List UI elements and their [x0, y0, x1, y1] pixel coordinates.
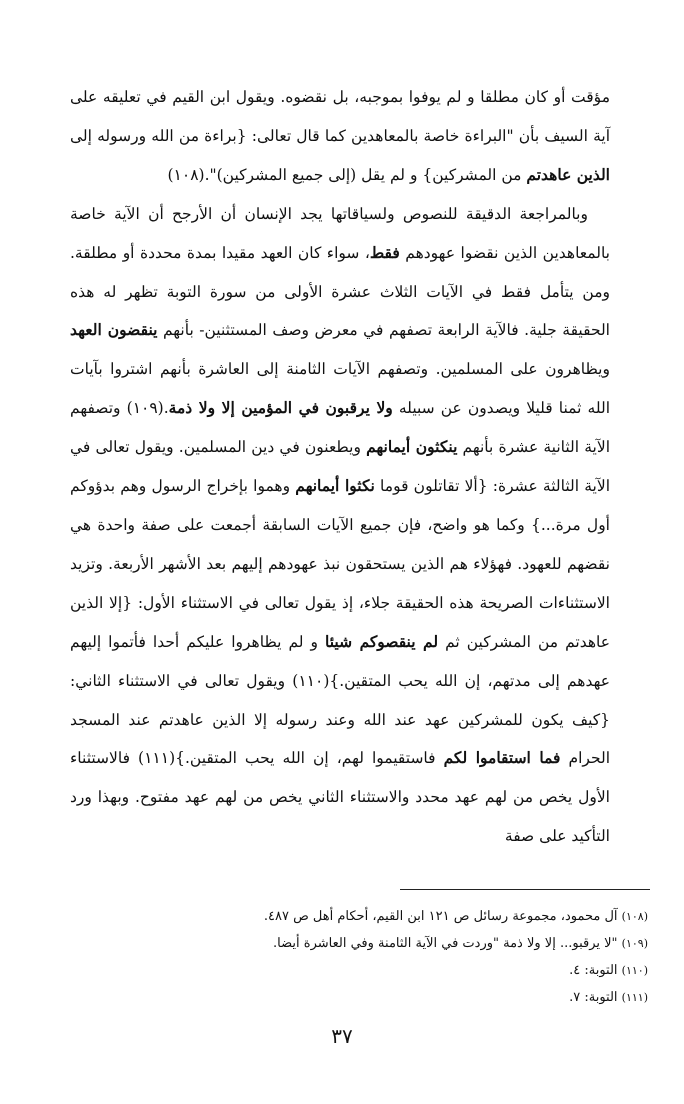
footnotes-list	[88, 903, 648, 1011]
text-segment: مؤقت أو كان مطلقا و لم يوفوا بموجبه، بل نقضوه. ويقول ابن القيم في تعليقه على آية السيف بأن "البراءة خاصة بالمعاهدين كما قال تعالى: {براءة من الله ورسوله إلى	[70, 88, 610, 145]
text-segment: ويطعنون في دين المسلمين. ويقول تعالى في الآية الثالثة عشرة: {ألا تقاتلون قوما	[70, 438, 611, 496]
footnote-text: "لا يرقبو... إلا ولا ذمة "وردت في الآية الثامنة وفي العاشرة أيضا.	[273, 936, 618, 951]
footnote-number: (١٠٨)	[621, 910, 648, 923]
bold-text-segment: فقط	[369, 242, 400, 262]
text-segment: و لم يظاهروا عليكم أحدا فأتموا إليهم عهدهم إلى مدتهم، إن الله يحب المتقين.}(١١٠) ويقول تعالى في الاستثناء الثاني: {كيف يكون للمشركين عهد عند الله وعند رسوله إلا الذين عاهدتم عند المسجد الحرام	[70, 632, 610, 768]
footnote-item	[88, 903, 648, 930]
page-number: ٣٧	[331, 1024, 353, 1048]
paragraph	[70, 195, 610, 856]
text-segment: وبالمراجعة الدقيقة للنصوص ولسياقاتها يجد الإنسان أن الأرجح أن الآية خاصة بالمعاهدين الذين نقضوا عهودهم	[70, 204, 610, 262]
footnote-text: آل محمود، مجموعة رسائل ص ١٢١ ابن القيم، أحكام أهل ص ٤٨٧.	[263, 909, 618, 924]
text-segment: ، سواء كان العهد مقيدا بمدة محددة أو مطلقة. ومن يتأمل فقط في الآيات الثلاث عشرة الأولى من سورة التوبة تظهر له هذه الحقيقة جلية. فالآية الرابعة تصفهم في معرض وصف المستثنين- بأنهم	[70, 243, 610, 340]
paragraph	[70, 78, 610, 195]
footnote-divider	[400, 889, 650, 890]
bold-text-segment: الذين عاهدتم	[526, 164, 610, 184]
bold-text-segment: ينقضون العهد	[70, 320, 158, 340]
footnote-number: (١١١)	[621, 991, 648, 1004]
bold-text-segment: لم ينقصوكم شيئا	[325, 631, 439, 651]
text-segment: فاستقيموا لهم، إن الله يحب المتقين.}(١١١) فالاستثناء الأول يخص من لهم عهد محدد والاستثناء الثاني يخص من لهم عهد مفتوح. وبهذا ورد التأكيد على صفة	[70, 749, 610, 846]
footnote-text: التوبة: ٧.	[569, 990, 618, 1005]
text-segment: من المشركين} و لم يقل (إلى جميع المشركين)".(١٠٨)	[167, 165, 527, 184]
footnote-item	[88, 957, 648, 984]
text-segment: .(١٠٩) وتصفهم الآية الثانية عشرة بأنهم	[70, 399, 610, 457]
footnote-number: (١٠٩)	[621, 937, 648, 950]
main-text	[70, 78, 610, 856]
bold-text-segment: ولا يرقبون في المؤمين إلا ولا ذمة	[168, 398, 393, 418]
bold-text-segment: نكثوا أيمانهم	[295, 476, 375, 496]
footnote-number: (١١٠)	[621, 964, 648, 977]
footnote-item	[88, 984, 648, 1011]
bold-text-segment: فما استقاموا لكم	[443, 748, 561, 768]
text-segment: ويظاهرون على المسلمين. وتصفهم الآيات الثامنة إلى العاشرة بأنهم اشتروا بآيات الله ثمنا قليلا ويصدون عن سبيله	[70, 360, 611, 418]
bold-text-segment: ينكثون أيمانهم	[366, 437, 458, 457]
text-segment: وهموا بإخراج الرسول وهم بدؤوكم أول مرة...} وكما هو واضح، فإن جميع الآيات السابقة أجمعت على صفة واحدة هي نقضهم للعهود. فهؤلاء هم الذين يستحقون نبذ عهودهم إليهم بعد الأشهر الأربعة. وتزيد الاستثناءات الصريحة هذه الحقيقة جلاء، إذ يقول تعالى في الاستثناء الأول: {إلا الذين عاهدتم من المشركين ثم	[70, 477, 610, 651]
footnote-text: التوبة: ٤.	[569, 963, 618, 978]
footnote-item	[88, 930, 648, 957]
